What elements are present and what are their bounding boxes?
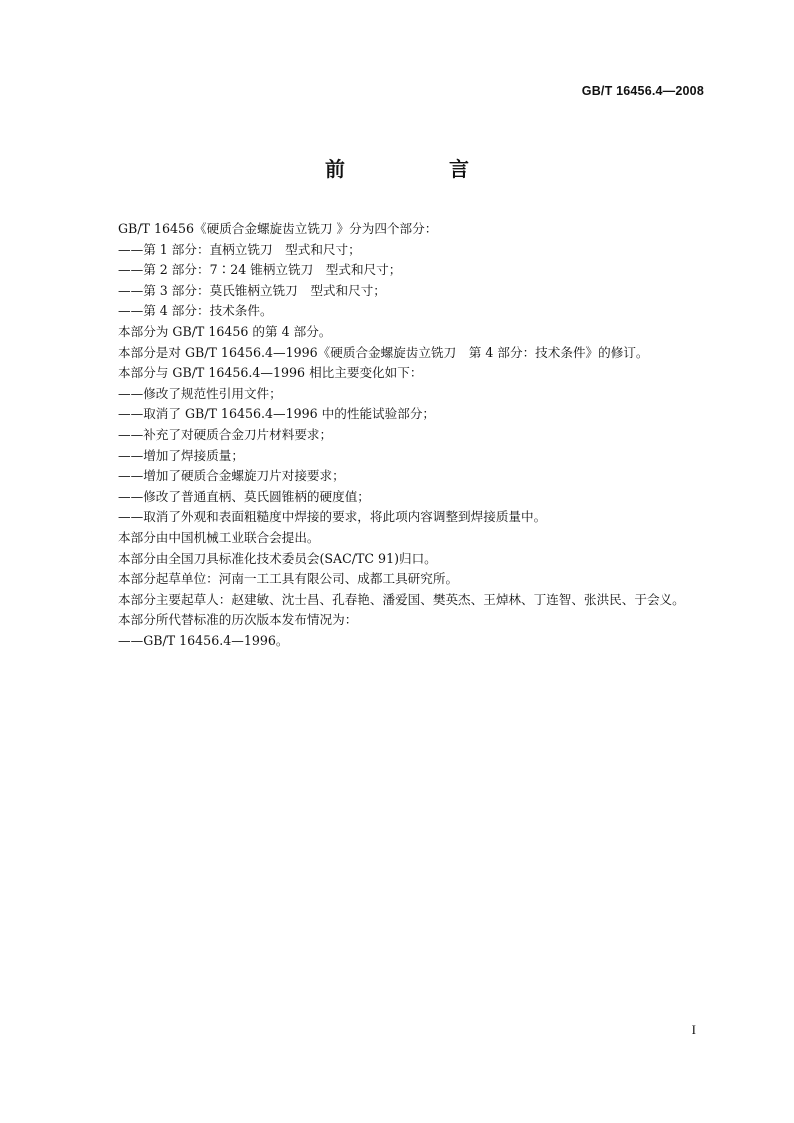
- text-line: 本部分为 GB/T 16456 的第 4 部分。: [118, 323, 332, 339]
- text-line: ——修改了普通直柄、莫氏圆锥柄的硬度值；: [118, 488, 370, 504]
- page-title: 前 言: [325, 157, 511, 181]
- text-line: GB/T 16456《硬质合金螺旋齿立铣刀 》分为四个部分：: [118, 221, 438, 236]
- text-line: ——增加了焊接质量；: [118, 447, 244, 463]
- text-line: 本部分所代替标准的历次版本发布情况为：: [118, 612, 358, 628]
- text-line: 本部分由中国机械工业联合会提出。: [118, 529, 320, 545]
- text-line: ——第 3 部分：莫氏锥柄立铣刀 型式和尺寸；: [118, 282, 386, 298]
- text-line: ——GB/T 16456.4—1996。: [118, 632, 289, 648]
- text-line: ——增加了硬质合金螺旋刀片对接要求；: [118, 468, 345, 484]
- text-line: 本部分主要起草人：赵建敏、沈士昌、孔春艳、潘爱国、樊英杰、王焯林、丁连智、张洪民、于会义。: [118, 591, 685, 607]
- text-line: ——取消了 GB/T 16456.4—1996 中的性能试验部分；: [118, 406, 436, 422]
- text-line: ——补充了对硬质合金刀片材料要求；: [118, 426, 333, 442]
- text-line: 本部分起草单位：河南一工工具有限公司、成都工具研究所。: [118, 571, 459, 587]
- text-line: ——修改了规范性引用文件；: [118, 385, 282, 401]
- text-line: ——第 2 部分：7∶24 锥柄立铣刀 型式和尺寸；: [118, 262, 402, 278]
- standard-code-header: GB/T 16456.4—2008: [581, 84, 704, 98]
- text-line: ——第 4 部分：技术条件。: [118, 303, 273, 319]
- text-line: 本部分由全国刀具标准化技术委员会(SAC/TC 91)归口。: [118, 550, 437, 566]
- text-line: 本部分与 GB/T 16456.4—1996 相比主要变化如下：: [118, 365, 423, 381]
- foreword-body: [118, 219, 718, 651]
- text-line: 本部分是对 GB/T 16456.4—1996《硬质合金螺旋齿立铣刀 第 4 部分：技术条件》的修订。: [118, 344, 649, 360]
- text-line: ——取消了外观和表面粗糙度中焊接的要求，将此项内容调整到焊接质量中。: [118, 509, 547, 525]
- text-line: ——第 1 部分：直柄立铣刀 型式和尺寸；: [118, 241, 361, 257]
- page-number: I: [691, 1022, 696, 1037]
